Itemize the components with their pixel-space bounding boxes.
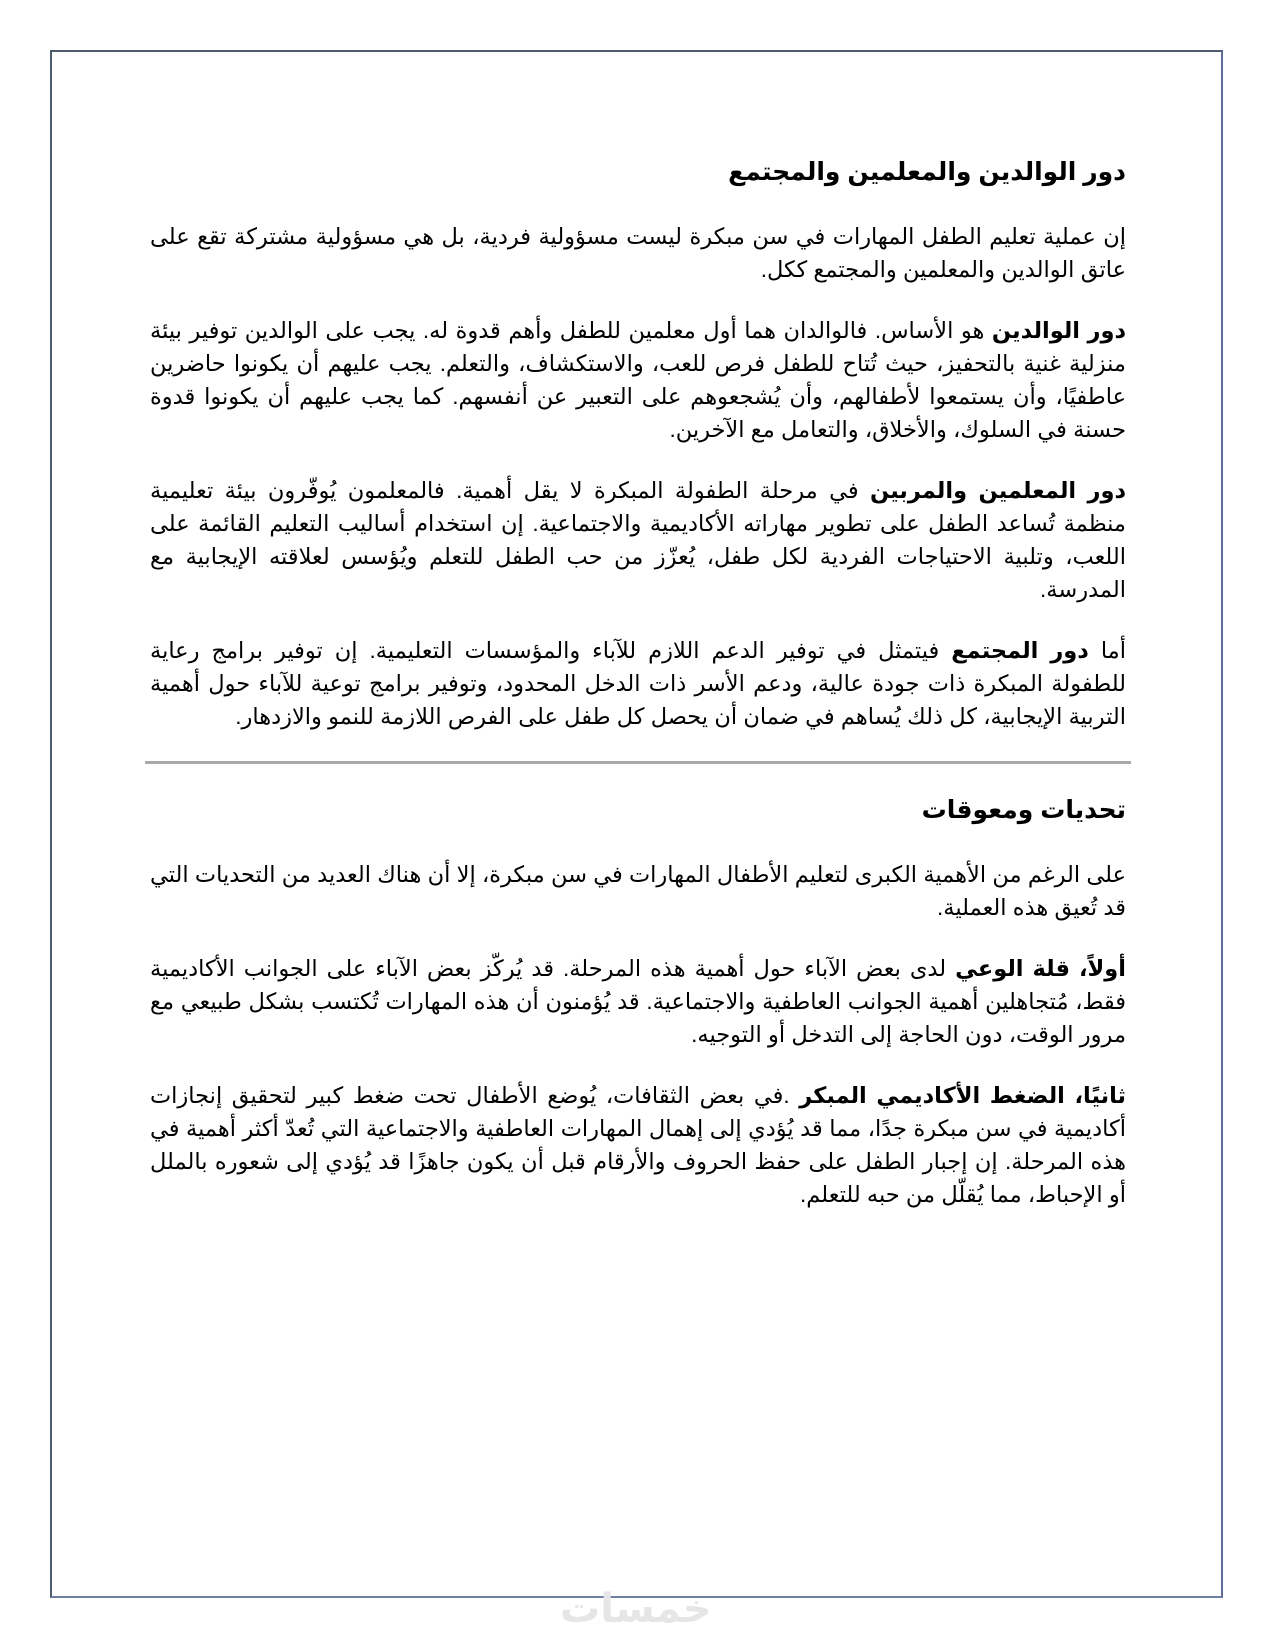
watermark-logo: خمسات	[560, 1587, 712, 1631]
paragraph-text: لدى بعض الآباء حول أهمية هذه المرحلة. قد يُركّز بعض الآباء على الجوانب الأكاديمية فقط، مُتجاهلين أهمية الجوانب العاطفية والاجتماعية. قد يُؤمنون أن هذه المهارات تُكتسب بشكل طبيعي مع مرور الوقت، دون الحاجة إلى التدخل أو التوجيه.	[150, 956, 1126, 1047]
paragraph-teachers-role	[150, 474, 1126, 606]
document-body	[150, 140, 1126, 1239]
paragraph-intro-challenges: على الرغم من الأهمية الكبرى لتعليم الأطفال المهارات في سن مبكرة، إلا أن هناك العديد من التحديات التي قد تُعيق هذه العملية.	[150, 862, 1126, 920]
bold-term-parents: دور الوالدين	[991, 318, 1127, 343]
paragraph-text: .في بعض الثقافات، يُوضع الأطفال تحت ضغط كبير لتحقيق إنجازات أكاديمية في سن مبكرة جدًا، مما قد يُؤدي إلى إهمال المهارات العاطفية والاجتماعية التي تُعدّ أكثر أهمية في هذه المرحلة. إن إجبار الطفل على حفظ الحروف والأرقام قبل أن يكون جاهزًا قد يُؤدي إلى شعوره بالملل أو الإحباط، مما يُقلّل من حبه للتعلم.	[150, 1083, 1126, 1207]
paragraph-text: فيتمثل في توفير الدعم اللازم للآباء والمؤسسات التعليمية. إن توفير برامج رعاية للطفولة المبكرة ذات جودة عالية، ودعم الأسر ذات الدخل المحدود، وتوفير برامج توعية للآباء حول أهمية التربية الإيجابية، كل ذلك يُساهم في ضمان أن يحصل كل طفل على الفرص اللازمة للنمو والازدهار.	[150, 638, 1126, 729]
bold-term-awareness: أولاً، قلة الوعي	[955, 956, 1126, 981]
paragraph-parents-role	[150, 314, 1126, 446]
section-heading-roles: دور الوالدين والمعلمين والمجتمع	[728, 158, 1126, 186]
paragraph-challenge-awareness	[150, 952, 1126, 1051]
paragraph-text: هو الأساس. فالوالدان هما أول معلمين للطفل وأهم قدوة له. يجب على الوالدين توفير بيئة منزلية غنية بالتحفيز، حيث تُتاح للطفل فرص للعب، والاستكشاف، والتعلم. يجب عليهم أن يكونوا حاضرين عاطفيًا، وأن يستمعوا لأطفالهم، وأن يُشجعوهم على التعبير عن أنفسهم. كما يجب عليهم أن يكونوا قدوة حسنة في السلوك، والأخلاق، والتعامل مع الآخرين.	[150, 318, 1126, 442]
section-heading-challenges: تحديات ومعوقات	[921, 796, 1126, 824]
section-divider	[145, 761, 1131, 764]
bold-term-academic-pressure: ثانيًا، الضغط الأكاديمي المبكر	[799, 1083, 1126, 1108]
paragraph-intro-roles: إن عملية تعليم الطفل المهارات في سن مبكرة ليست مسؤولية فردية، بل هي مسؤولية مشتركة تقع على عاتق الوالدين والمعلمين والمجتمع ككل.	[150, 224, 1126, 282]
paragraph-prefix: أما	[1088, 638, 1126, 663]
bold-term-teachers: دور المعلمين والمربين	[869, 478, 1126, 503]
paragraph-text: في مرحلة الطفولة المبكرة لا يقل أهمية. فالمعلمون يُوفّرون بيئة تعليمية منظمة تُساعد الطفل على تطوير مهاراته الأكاديمية والاجتماعية. إن استخدام أساليب التعليم القائمة على اللعب، وتلبية الاحتياجات الفردية لكل طفل، يُعزّز من حب الطفل للتعلم ويُؤسس لعلاقته الإيجابية مع المدرسة.	[150, 478, 1126, 602]
paragraph-challenge-academic-pressure	[150, 1079, 1126, 1211]
bold-term-community: دور المجتمع	[951, 638, 1089, 663]
paragraph-community-role	[150, 634, 1126, 733]
